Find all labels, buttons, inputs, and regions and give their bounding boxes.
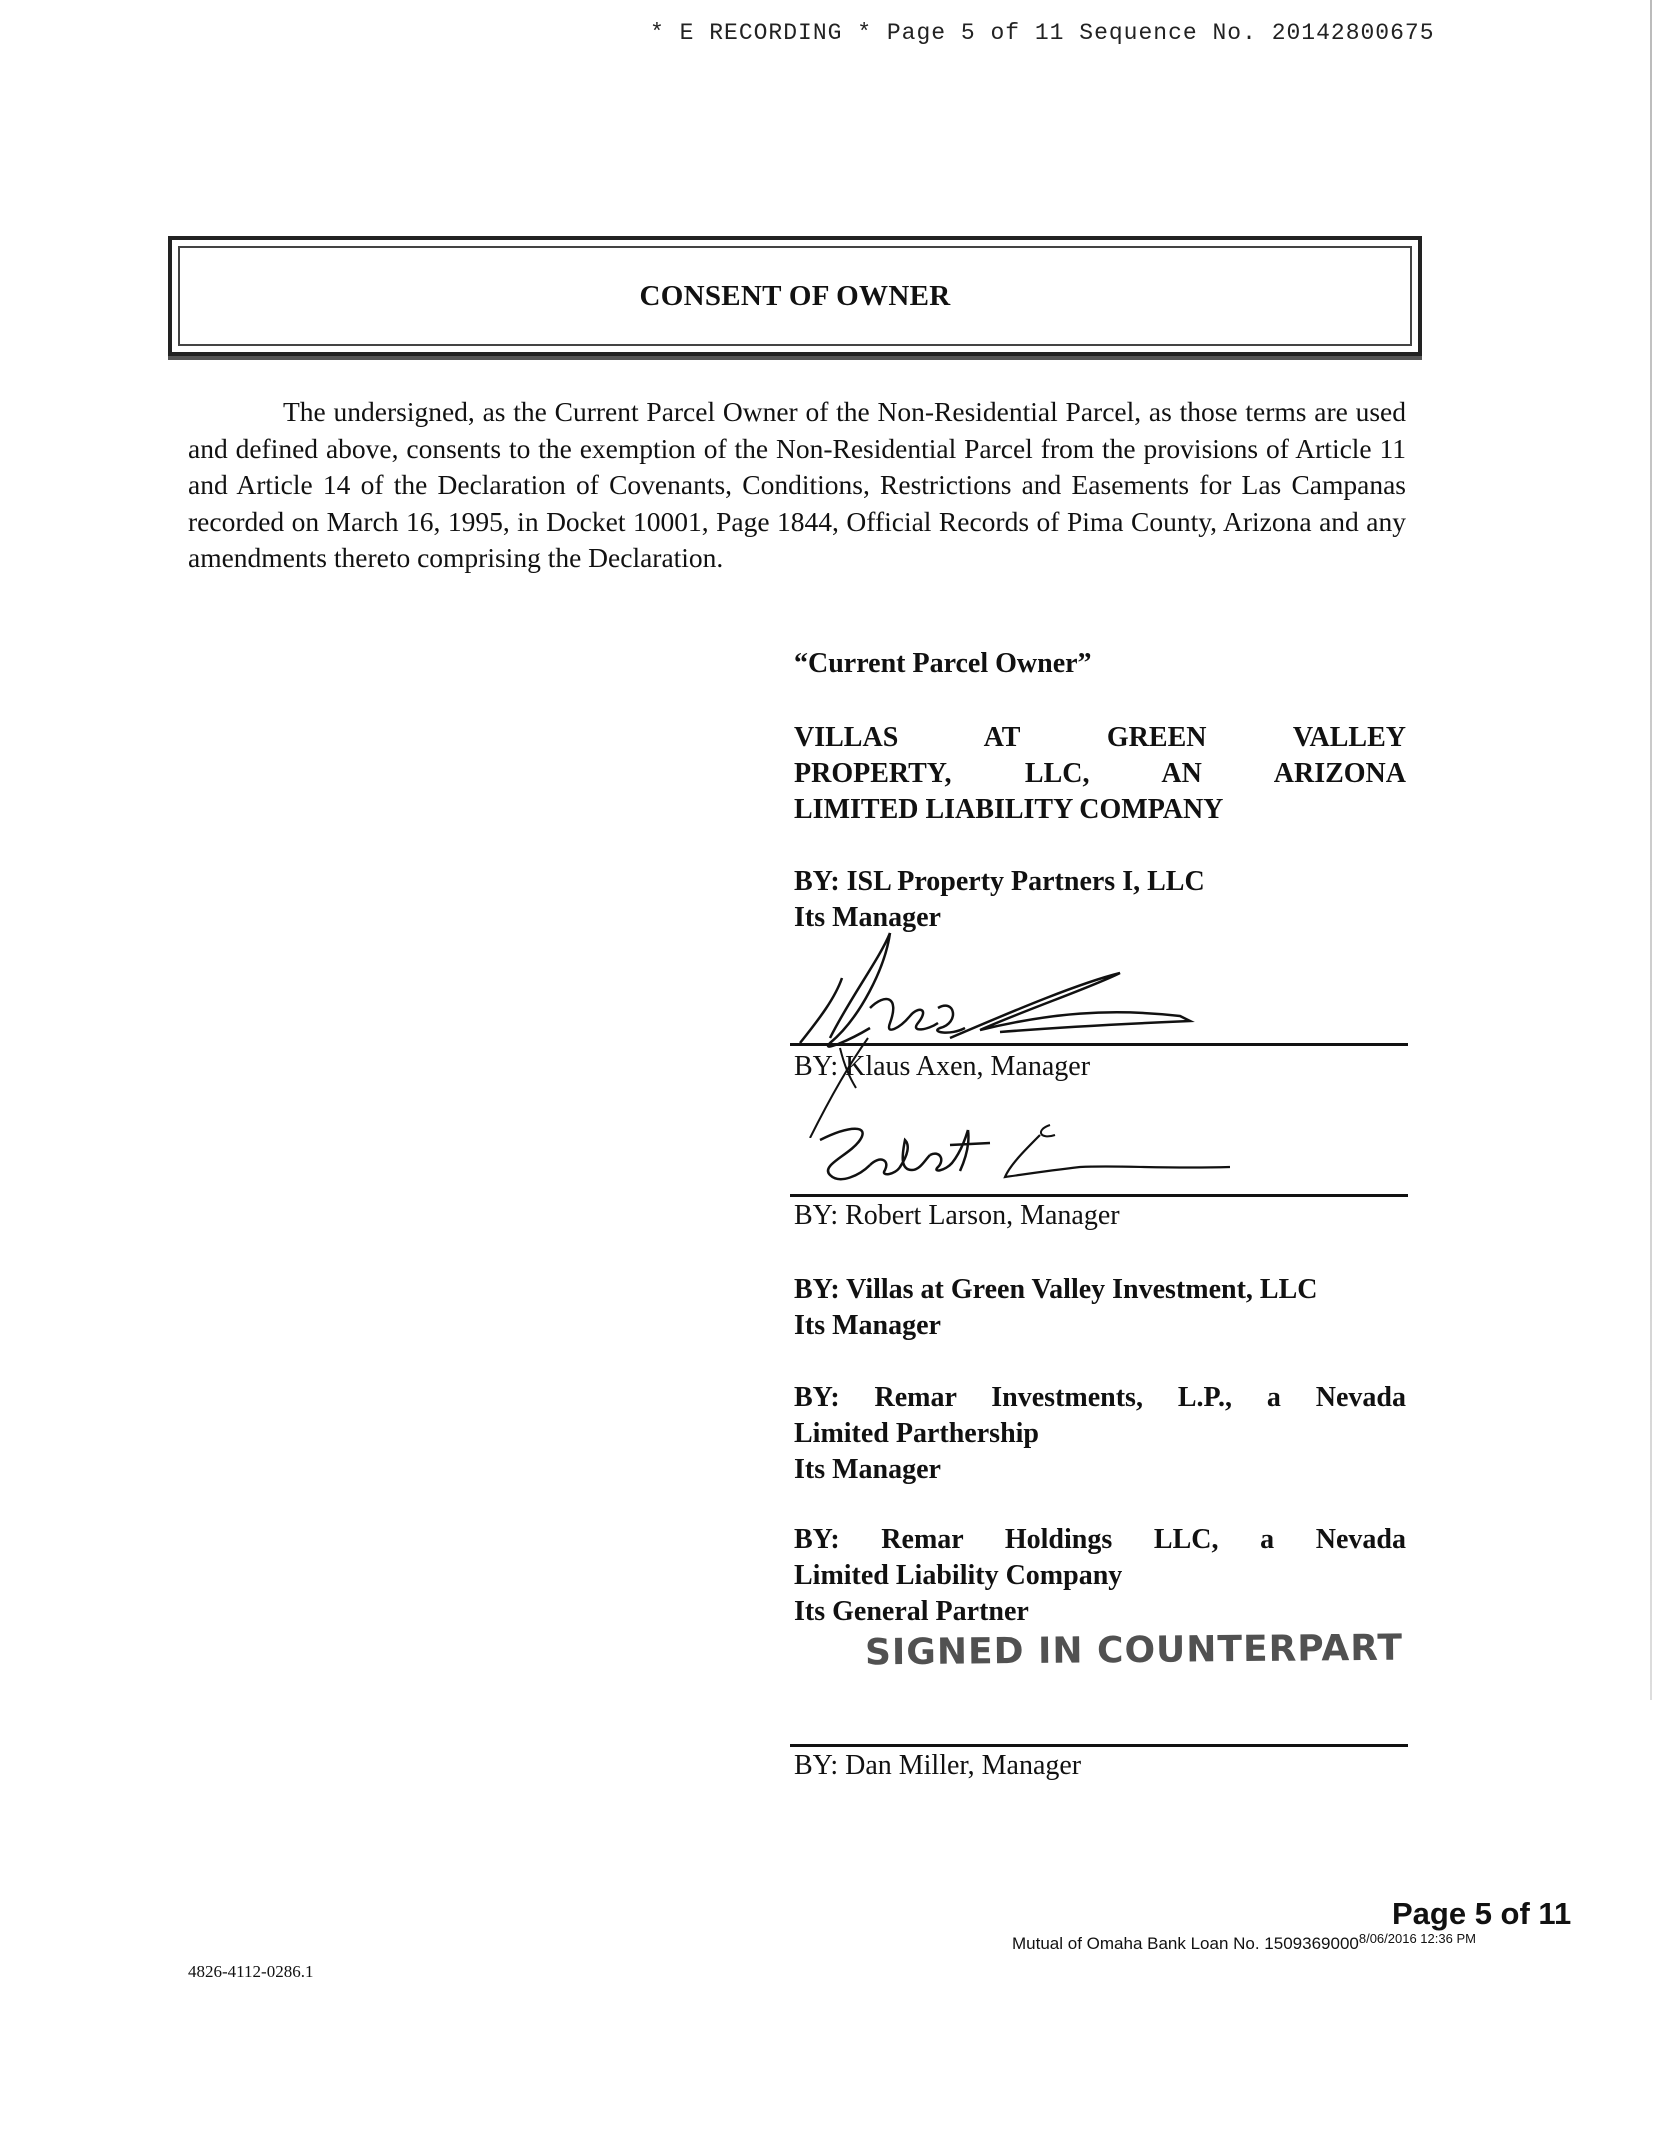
company-line-3: LIMITED LIABILITY COMPANY xyxy=(794,794,1224,825)
signatory-villas-investment-by: BY: Villas at Green Valley Investment, LLC xyxy=(794,1274,1318,1305)
signer-robert: BY: Robert Larson, Manager xyxy=(794,1200,1120,1231)
signatory-remar-investments-role: Its Manager xyxy=(794,1454,941,1485)
page-number: Page 5 of 11 xyxy=(1392,1896,1572,1931)
signature-line-robert xyxy=(790,1194,1408,1197)
signatory-remar-investments-line1: BY: Remar Investments, L.P., a Nevada xyxy=(794,1382,1406,1413)
signature-robert xyxy=(800,1105,1260,1200)
signatory-villas-investment-role: Its Manager xyxy=(794,1310,941,1341)
signatory-villas-investment xyxy=(794,1272,1406,1344)
timestamp: 8/06/2016 12:36 PM xyxy=(1358,1931,1476,1946)
company-line-1: VILLAS AT GREEN VALLEY xyxy=(794,722,1406,753)
consent-paragraph: The undersigned, as the Current Parcel Owner of the Non-Residential Parcel, as those terms are used and defined above, consents to the exemption of the Non-Residential Parcel from the provisions of Article 11 and Article 14 of the Declaration of Covenants, Conditions, Restrictions and Easements for Las Campanas recorded on March 16, 1995, in Docket 10001, Page 1844, Official Records of Pima County, Arizona and any amendments thereto comprising the Declaration. xyxy=(188,396,1406,573)
signatory-isl-by: BY: ISL Property Partners I, LLC xyxy=(794,866,1205,897)
signatory-isl-role: Its Manager xyxy=(794,902,941,933)
signature-line-dan xyxy=(790,1744,1408,1747)
signer-klaus: BY: Klaus Axen, Manager xyxy=(794,1051,1091,1082)
signatory-remar-holdings-role: Its General Partner xyxy=(794,1596,1029,1627)
signatory-isl xyxy=(794,864,1406,936)
signatory-remar-holdings-line1: BY: Remar Holdings LLC, a Nevada xyxy=(794,1524,1406,1555)
signatory-remar-investments-line2: Limited Parthership xyxy=(794,1418,1039,1449)
document-id: 4826-4112-0286.1 xyxy=(188,1962,314,1981)
title-box xyxy=(168,236,1422,356)
signature-line-klaus xyxy=(790,1043,1408,1046)
signer-dan: BY: Dan Miller, Manager xyxy=(794,1750,1082,1781)
owner-heading: “Current Parcel Owner” xyxy=(794,648,1092,679)
page-edge xyxy=(1650,0,1652,1700)
counterpart-stamp: SIGNED IN COUNTERPART xyxy=(864,1627,1404,1674)
company-line-2: PROPERTY, LLC, AN ARIZONA xyxy=(794,758,1406,789)
signatory-remar-holdings xyxy=(794,1522,1406,1630)
loan-number xyxy=(1012,1931,1476,1954)
company-name xyxy=(794,720,1406,828)
document-title: CONSENT OF OWNER xyxy=(639,280,951,312)
signatory-remar-holdings-line2: Limited Liability Company xyxy=(794,1560,1123,1591)
loan-number-text: Mutual of Omaha Bank Loan No. 1509369000 xyxy=(1012,1934,1359,1953)
recording-header: * E RECORDING * Page 5 of 11 Sequence No. 20142800675 xyxy=(650,20,1435,46)
signatory-remar-investments xyxy=(794,1380,1406,1488)
